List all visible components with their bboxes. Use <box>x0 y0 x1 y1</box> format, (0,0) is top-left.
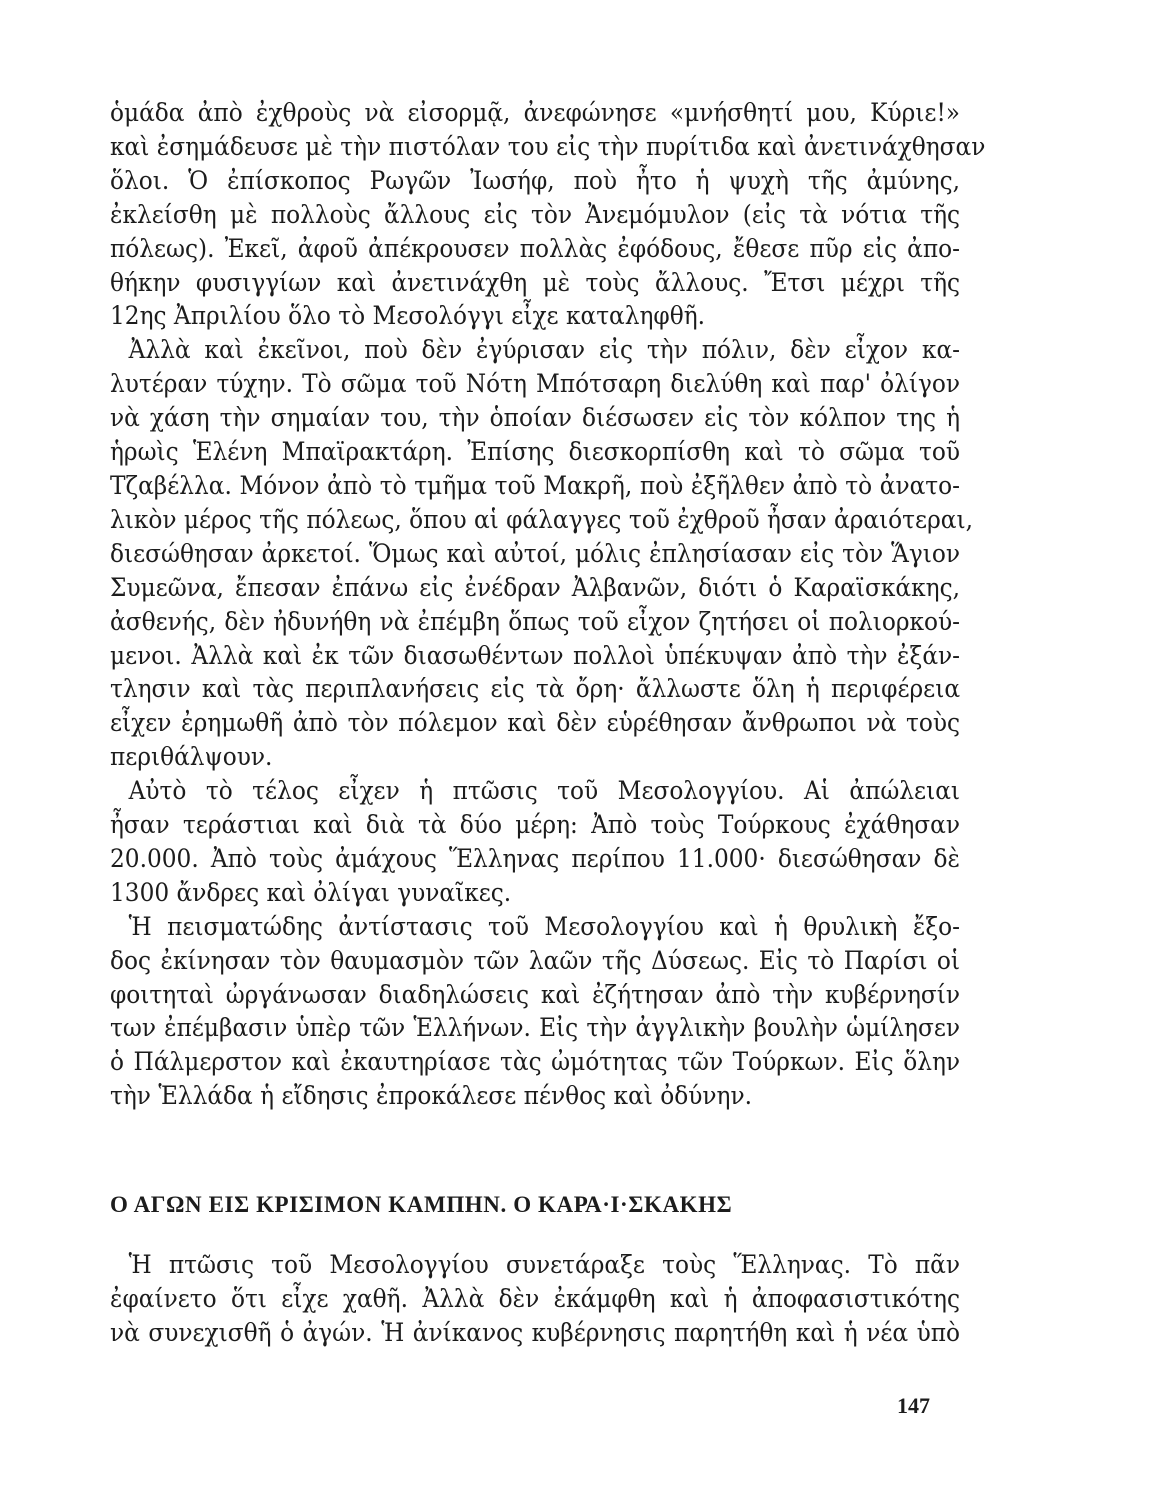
text-line: νὰ συνεχισθῆ ὁ ἀγών. Ἡ ἀνίκανος κυβέρνησις παρητήθη καὶ ἡ νέα ὑπὸ <box>110 1317 961 1347</box>
text-line: διεσώθησαν ἀρκετοί. Ὅμως καὶ αὐτοί, μόλις ἐπλησίασαν εἰς τὸν Ἅγιον <box>110 538 961 568</box>
text-line: 1300 ἄνδρες καὶ ὀλίγαι γυναῖκες. <box>110 877 512 907</box>
text-line: λικὸν μέρος τῆς πόλεως, ὅπου αἱ φάλαγγες τοῦ ἐχθροῦ ἦσαν ἀραιότεραι, <box>110 504 973 534</box>
text-line: περιθάλψουν. <box>110 742 273 772</box>
text-line: ὅλοι. Ὁ ἐπίσκοπος Ρωγῶν Ἰωσήφ, ποὺ ἦτο ἡ ψυχὴ τῆς ἀμύνης, <box>110 165 961 195</box>
text-line: ὁμάδα ἀπὸ ἐχθροὺς νὰ εἰσορμᾷ, ἀνεφώνησε «μνήσθητί μου, Κύριε!» <box>110 98 961 127</box>
text-line: ἐφαίνετο ὅτι εἶχε χαθῆ. Ἀλλὰ δὲν ἐκάμφθη καὶ ἡ ἀποφασιστικότης <box>110 1283 961 1313</box>
section-heading: Ο ΑΓΩΝ ΕΙΣ ΚΡΙΣΙΜΟΝ ΚΑΜΠΗΝ. Ο ΚΑΡΑ·Ι·ΣΚΑΚΗΣ <box>110 1192 733 1217</box>
text-line: ἀσθενής, δὲν ἠδυνήθη νὰ ἐπέμβη ὅπως τοῦ εἶχον ζητήσει οἱ πολιορκού- <box>110 606 961 636</box>
text-line: τὴν Ἑλλάδα ἡ εἴδησις ἐπροκάλεσε πένθος καὶ ὀδύνην. <box>110 1081 753 1111</box>
text-line: Συμεῶνα, ἔπεσαν ἐπάνω εἰς ἐνέδραν Ἀλβανῶν, διότι ὁ Καραϊσκάκης, <box>110 572 961 602</box>
page-number: 147 <box>897 1393 930 1418</box>
text-line: ἐκλείσθη μὲ πολλοὺς ἄλλους εἰς τὸν Ἀνεμόμυλον (εἰς τὰ νότια τῆς <box>110 199 961 229</box>
text-line: φοιτηταὶ ὠργάνωσαν διαδηλώσεις καὶ ἐζήτησαν ἀπὸ τὴν κυβέρνησίν <box>110 979 961 1009</box>
text-line: Τζαβέλλα. Μόνον ἀπὸ τὸ τμῆμα τοῦ Μακρῆ, ποὺ ἐξῆλθεν ἀπὸ τὸ ἀνατο- <box>110 470 961 500</box>
section-text <box>110 1248 960 1350</box>
text-line: λυτέραν τύχην. Τὸ σῶμα τοῦ Νότη Μπότσαρη διελύθη καὶ παρ' ὀλίγον <box>110 369 961 399</box>
text-line: θήκην φυσιγγίων καὶ ἀνετινάχθη μὲ τοὺς ἄλλους. Ἔτσι μέχρι τῆς <box>110 267 961 297</box>
text-line: πόλεως). Ἐκεῖ, ἀφοῦ ἀπέκρουσεν πολλὰς ἐφόδους, ἔθεσε πῦρ εἰς ἀπο- <box>110 233 961 263</box>
text-line: καὶ ἐσημάδευσε μὲ τὴν πιστόλαν του εἰς τὴν πυρίτιδα καὶ ἀνετινάχθησαν <box>110 131 986 161</box>
text-line: των ἐπέμβασιν ὑπὲρ τῶν Ἑλλήνων. Εἰς τὴν ἀγγλικὴν βουλὴν ὡμίλησεν <box>110 1013 961 1043</box>
text-line: ἦσαν τεράστιαι καὶ διὰ τὰ δύο μέρη: Ἀπὸ τοὺς Τούρκους ἐχάθησαν <box>110 810 961 840</box>
text-line: Ἡ πεισματώδης ἀντίστασις τοῦ Μεσολογγίου καὶ ἡ θρυλικὴ ἔξο- <box>128 911 961 941</box>
text-line: ὁ Πάλμερστον καὶ ἐκαυτηρίασε τὰς ὠμότητας τῶν Τούρκων. Εἰς ὅλην <box>110 1047 961 1077</box>
text-line: Ἡ πτῶσις τοῦ Μεσολογγίου συνετάραξε τοὺς Ἕλληνας. Τὸ πᾶν <box>128 1250 961 1279</box>
text-line: νὰ χάση τὴν σημαίαν του, τὴν ὁποίαν διέσωσεν εἰς τὸν κόλπον της ἡ <box>110 403 961 433</box>
text-line: εἶχεν ἐρημωθῆ ἀπὸ τὸν πόλεμον καὶ δὲν εὑρέθησαν ἄνθρωποι νὰ τοὺς <box>110 708 961 738</box>
text-line: Αὐτὸ τὸ τέλος εἶχεν ἡ πτῶσις τοῦ Μεσολογγίου. Αἱ ἀπώλειαι <box>128 776 961 806</box>
text-line: 12ης Ἀπριλίου ὅλο τὸ Μεσολόγγι εἶχε καταληφθῆ. <box>110 301 706 331</box>
text-line: Ἀλλὰ καὶ ἐκεῖνοι, ποὺ δὲν ἐγύρισαν εἰς τὴν πόλιν, δὲν εἶχον κα- <box>128 335 961 365</box>
text-line: 20.000. Ἀπὸ τοὺς ἀμάχους Ἕλληνας περίπου 11.000· διεσώθησαν δὲ <box>110 843 961 873</box>
body-text <box>110 96 986 1113</box>
text-line: δος ἐκίνησαν τὸν θαυμασμὸν τῶν λαῶν τῆς Δύσεως. Εἰς τὸ Παρίσι οἱ <box>110 945 961 975</box>
text-line: μενοι. Ἀλλὰ καὶ ἐκ τῶν διασωθέντων πολλοὶ ὑπέκυψαν ἀπὸ τὴν ἐξάν- <box>110 640 961 670</box>
text-line: τλησιν καὶ τὰς περιπλανήσεις εἰς τὰ ὄρη· ἄλλωστε ὅλη ἡ περιφέρεια <box>110 674 961 704</box>
text-line: ἡρωὶς Ἑλένη Μπαϊρακτάρη. Ἐπίσης διεσκορπίσθη καὶ τὸ σῶμα τοῦ <box>110 437 961 467</box>
